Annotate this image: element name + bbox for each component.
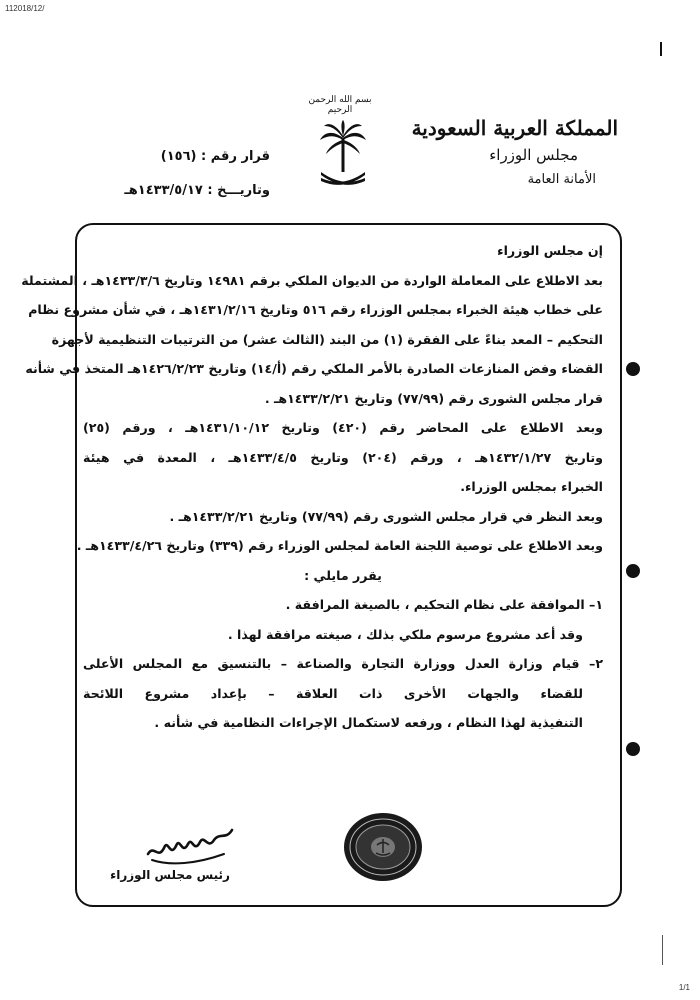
body-line: قرار مجلس الشورى رقم (٧٧/٩٩) وتاريخ ١٤٣٣/٢/٢١هـ . bbox=[264, 390, 603, 406]
official-seal-icon bbox=[343, 812, 423, 882]
opening-line: إن مجلس الوزراء bbox=[497, 243, 603, 258]
edge-mark bbox=[660, 42, 662, 56]
secretariat-name: الأمانة العامة bbox=[527, 172, 596, 187]
decides-line: يقرر مايلي : bbox=[304, 567, 382, 583]
decision-metadata bbox=[100, 140, 270, 208]
body-line: وبعد الاطلاع على توصية اللجنة العامة لمجلس الوزراء رقم (٣٣٩) وتاريخ ١٤٣٣/٤/٢٦هـ . bbox=[76, 538, 603, 553]
punch-hole bbox=[626, 742, 640, 756]
signer-title: رئيس مجلس الوزراء bbox=[110, 868, 230, 882]
body-line: القضاء وفض المنازعات الصادرة بالأمر الملكي رقم (أ/١٤) وتاريخ ١٤٢٦/٢/٢٣هـ المتخذ في شأنه bbox=[25, 361, 603, 376]
item-1-sub: وقد أعد مشروع مرسوم ملكي بذلك ، صيغته مرافقة لهذا . bbox=[227, 626, 583, 642]
item-2-line: ٢– قيام وزارة العدل ووزارة التجارة والصناعة – بالتنسيق مع المجلس الأعلى bbox=[83, 656, 603, 671]
letterhead bbox=[398, 116, 618, 187]
item-2-line: للقضاء والجهات الأخرى ذات العلاقة – بإعداد مشروع اللائحة bbox=[83, 685, 583, 701]
body-line: الخبراء بمجلس الوزراء. bbox=[460, 479, 603, 494]
body-line: على خطاب هيئة الخبراء بمجلس الوزراء رقم ٥١٦ وتاريخ ١٤٣١/٢/١٦هـ ، في شأن مشروع نظام bbox=[28, 302, 603, 317]
item-2-line: التنفيذية لهذا النظام ، ورفعه لاستكمال الإجراءات النظامية في شأنه . bbox=[154, 715, 583, 730]
page-counter: 1/1 bbox=[678, 983, 690, 992]
council-name: مجلس الوزراء bbox=[489, 146, 578, 164]
item-1: ١– الموافقة على نظام التحكيم ، بالصيغة المرافقة . bbox=[285, 597, 603, 612]
body-line: بعد الاطلاع على المعاملة الواردة من الديوان الملكي برقم ١٤٩٨١ وتاريخ ١٤٣٣/٣/٦هـ ، المشتملة bbox=[21, 272, 603, 288]
body-line: وتاريخ ١٤٣٢/١/٢٧هـ ، ورقم (٢٠٤) وتاريخ ١٤٣٣/٤/٥هـ ، المعدة في هيئة bbox=[83, 449, 603, 465]
kingdom-name: المملكة العربية السعودية bbox=[411, 116, 618, 140]
palm-swords-emblem-icon bbox=[318, 120, 368, 190]
decision-body bbox=[21, 236, 603, 738]
edge-line bbox=[662, 935, 663, 965]
body-line: التحكيم – المعد بناءً على الفقرة (١) من البند (الثالث عشر) من الترتيبات التنظيمية لأجهزة bbox=[51, 331, 603, 347]
decision-number: قرار رقم : (١٥٦) bbox=[160, 149, 270, 164]
punch-hole bbox=[626, 362, 640, 376]
basmala: بسم الله الرحمن الرحيم bbox=[308, 95, 372, 115]
signature bbox=[140, 820, 240, 870]
print-stamp: 112018/12/ bbox=[5, 4, 45, 13]
body-line: وبعد النظر في قرار مجلس الشورى رقم (٧٧/٩٩) وتاريخ ١٤٣٣/٢/٢١هـ . bbox=[169, 508, 603, 524]
body-line: وبعد الاطلاع على المحاضر رقم (٤٢٠) وتاريخ ١٤٣١/١٠/١٢هـ ، ورقم (٢٥) bbox=[83, 420, 603, 435]
punch-hole bbox=[626, 564, 640, 578]
decision-date: وتاريـــخ : ١٤٣٣/٥/١٧هـ bbox=[124, 183, 270, 198]
